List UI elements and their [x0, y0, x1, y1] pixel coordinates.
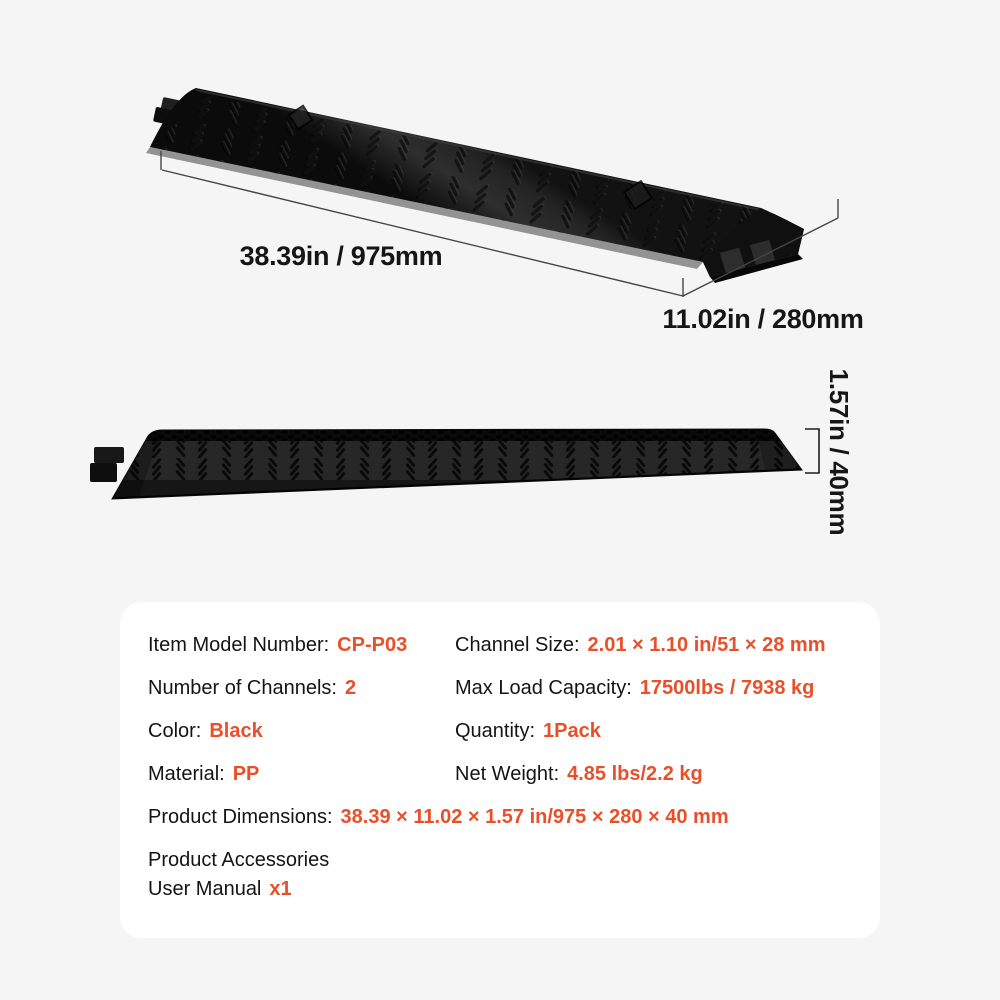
- spec-value: 2: [344, 677, 357, 699]
- spec-color: [148, 719, 455, 743]
- accessory-item: User Manual: [148, 878, 262, 900]
- spec-accessory-user-manual: [148, 877, 852, 901]
- spec-label: Max Load Capacity:: [455, 677, 632, 699]
- tread-texture: [150, 96, 761, 262]
- width-dimension-label: 11.02in / 280mm: [662, 304, 864, 334]
- height-bracket: [805, 429, 819, 473]
- spec-card: [120, 602, 880, 938]
- spec-label: Material:: [148, 763, 225, 785]
- connector-tab-side: [90, 447, 124, 482]
- spec-value: CP-P03: [337, 634, 408, 656]
- length-dimension-label: 38.39in / 975mm: [239, 241, 443, 271]
- cable-ramp-side-view-image: [80, 410, 880, 515]
- accessory-qty: x1: [269, 878, 292, 900]
- spec-number-of-channels: [148, 676, 455, 700]
- spec-material: [148, 762, 455, 786]
- spec-max-load-capacity: [455, 676, 852, 700]
- spec-item-model-number: [148, 633, 455, 657]
- height-dimension-label: 1.57in / 40mm: [824, 368, 854, 536]
- spec-channel-size: [455, 633, 852, 657]
- spec-product-dimensions: [148, 805, 852, 829]
- spec-grid: [148, 633, 852, 786]
- spec-value: 17500lbs / 7938 kg: [639, 677, 815, 699]
- spec-value: Black: [209, 720, 263, 742]
- spec-label: Quantity:: [455, 720, 536, 742]
- spec-value: PP: [232, 763, 260, 785]
- spec-value: 38.39 × 11.02 × 1.57 in/975 × 280 × 40 mm: [340, 806, 729, 828]
- accessories-label: Product Accessories: [148, 849, 330, 871]
- spec-label: Color:: [148, 720, 202, 742]
- spec-label: Product Dimensions:: [148, 806, 333, 828]
- spec-label: Net Weight:: [455, 763, 560, 785]
- side-bar-texture: [80, 424, 880, 506]
- spec-label: Item Model Number:: [148, 634, 330, 656]
- spec-label: Number of Channels:: [148, 677, 337, 699]
- spec-value: 2.01 × 1.10 in/51 × 28 mm: [587, 634, 826, 656]
- spec-product-accessories-heading: [148, 848, 852, 872]
- spec-label: Channel Size:: [455, 634, 580, 656]
- spec-value: 4.85 lbs/2.2 kg: [567, 763, 703, 785]
- spec-quantity: [455, 719, 852, 743]
- spec-net-weight: [455, 762, 852, 786]
- spec-value: 1Pack: [543, 720, 601, 742]
